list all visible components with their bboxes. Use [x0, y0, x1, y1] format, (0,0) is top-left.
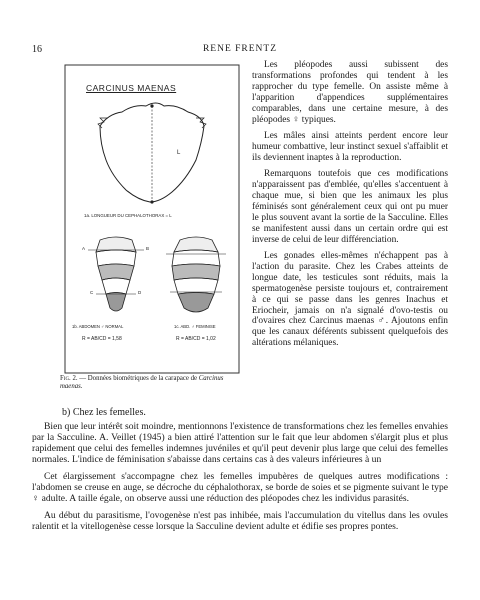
figure-caption-text: — Données biométriques de la carapace de: [77, 375, 199, 382]
carapace-anchor-bottom: [150, 200, 153, 203]
running-head: RENE FRENTZ: [202, 44, 278, 54]
body-text: [32, 421, 448, 537]
figure-label-b: B: [146, 246, 150, 251]
body-paragraph: Cet élargissement s'accompagne chez les femelles impubères de quelques autres modifications : l'abdomen se creuse en auge, se décroche du céphalothorax, se borde de soies et se pigmente suivant le type ♀ adulte. A taille égale, on observe aussi une réduction des pléopodes chez les individus parasités.: [32, 470, 448, 505]
figure-label-c: C: [90, 290, 94, 295]
right-column-paragraph: Les gonades elles-mêmes n'échappent pas à l'action du parasite. Chez les Crabes atteints de longue date, les testicules sont réduits, mais la spermatogenèse persiste toujours et, contrairement à ce qui se passe dans les genres Inachus et Eriocheir, jamais on n'a signalé d'ovo-testis ou d'ovaires chez Carcinus maenas ♂. Ajoutons enfin que les canaux déférents subissent quelquefois des altérations mélaniques.: [252, 251, 448, 349]
figure-caption-1b: 1b. ABDOMEN ♂ NORMAL: [72, 324, 124, 329]
right-column-paragraph: Les mâles ainsi atteints perdent encore leur humeur combattive, leur instinct sexuel s'affaiblit et ils deviennent inaptes à la reproduction.: [252, 130, 448, 163]
page-number: 16: [32, 44, 42, 55]
figure-caption-prefix: Fig. 2.: [60, 375, 78, 382]
body-paragraph: Au début du parasitisme, l'ovogenèse n'est pas inhibée, mais l'accumulation du vitellus dans les ovules ralentit et la vitellogenèse cesse lorsque la Sacculine devient adulte et édifie ses propres pontes.: [32, 509, 448, 532]
figure-caption-species: Carcinus maenas.: [60, 375, 224, 390]
section-heading: b) Chez les femelles.: [62, 407, 146, 418]
figure-caption-1a: 1a. LONGUEUR DU CEPHALOTHORAX = L: [84, 213, 172, 218]
figure-label-l: L: [177, 150, 181, 156]
figure-title: CARCINUS MAENAS: [86, 83, 177, 93]
figure-caption: [60, 375, 240, 390]
figure-label-d: D: [138, 290, 142, 295]
abdomen-feminised-drawing: [166, 237, 226, 312]
right-column-paragraph: Les pléopodes aussi subissent des transformations profondes qui tendent à les rapprocher du type femelle. On assiste même à l'apparition d'appendices supplémentaires comparables, dans une certaine mesure, à des pléopodes ♀ typiques.: [252, 60, 448, 125]
figure: [64, 64, 240, 374]
carapace-anchor-top: [150, 104, 153, 107]
body-paragraph: Bien que leur intérêt soit moindre, mentionnons l'existence de transformations chez les femelles envahies par la Sacculine. A. Veillet (1945) a bien attiré l'attention sur le fait que leur abdomen s'élargit plus et plus rapidement que celui des femelles indemnes juvéniles et qu'il peut devenir plus large que celui des femelles normales. L'indice de féminisation s'abaisse dans certains cas à des valeurs inférieures à un: [32, 421, 449, 466]
figure-caption-1c: 1c. ABD. ♂ FEMINISE: [174, 324, 216, 329]
figure-ratio-normal: R = AB/CD = 1,58: [82, 336, 122, 342]
right-column: [252, 60, 448, 355]
figure-label-a: A: [82, 246, 86, 251]
figure-ratio-feminised: R = AB/CD = 1,02: [176, 336, 216, 342]
abdomen-normal-drawing: [88, 237, 144, 311]
right-column-paragraph: Remarquons toutefois que ces modifications n'apparaissent pas d'emblée, qu'elles s'accentuent à chaque mue, si bien que les animaux les plus féminisés sont généralement ceux qui ont pu muer le plus souvent avant la sortie de la Sacculine. Elles se manifestent aussi dans un certain ordre qui est inverse de celui de leur différenciation.: [252, 169, 448, 245]
carapace-spines-left: [98, 118, 108, 128]
